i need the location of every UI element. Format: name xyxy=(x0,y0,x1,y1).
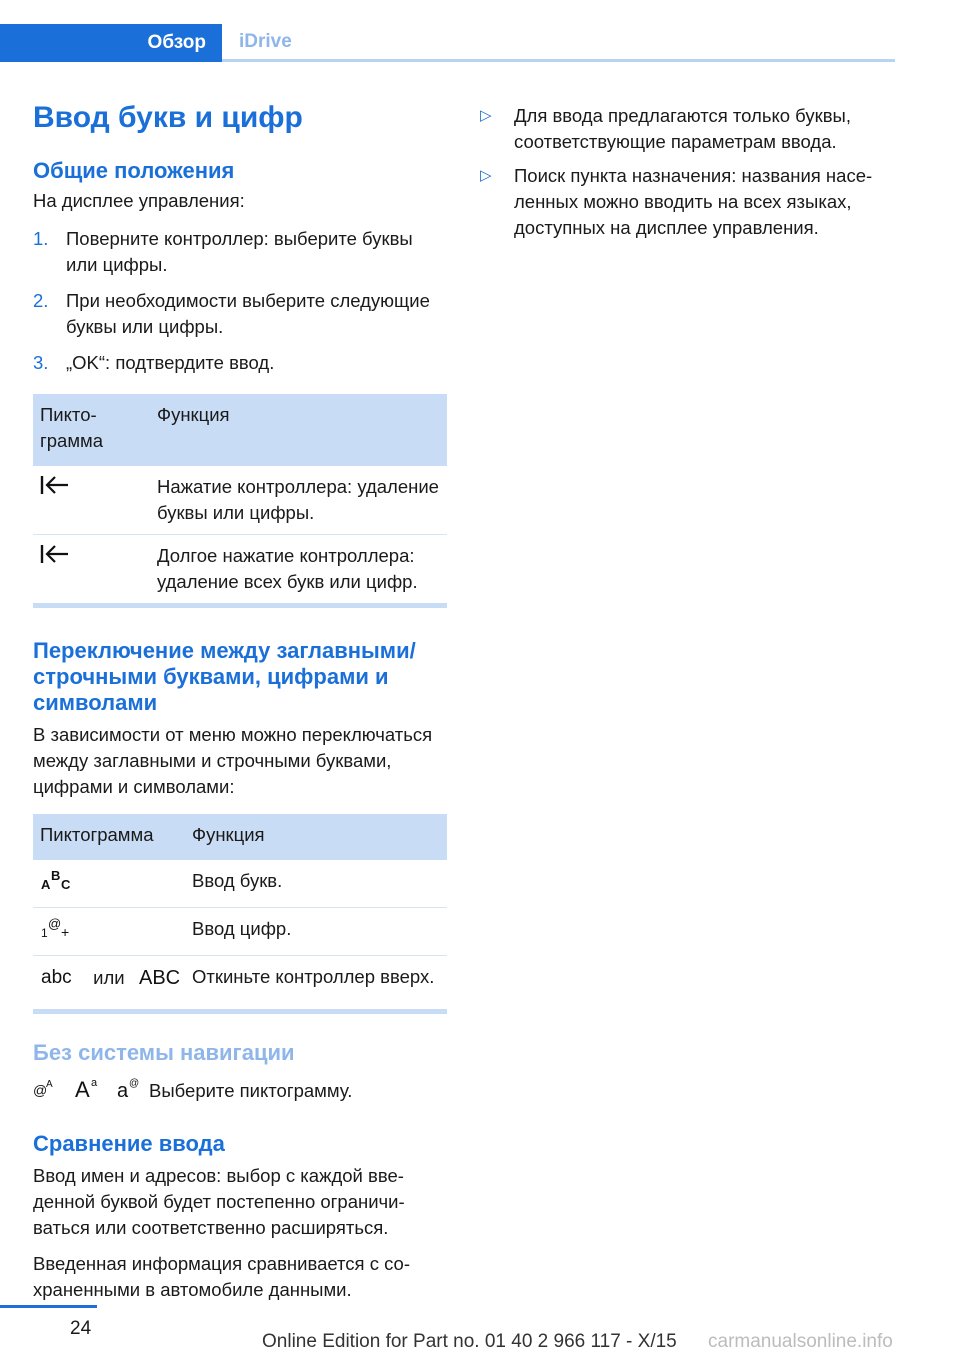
compare-text-2: Введенная информация сравнивается с сохраненными в автомобиле данными. xyxy=(33,1253,411,1300)
lowercase-abc-icon xyxy=(40,964,80,995)
svg-text:A: A xyxy=(46,1079,53,1090)
table-divider xyxy=(33,1009,447,1014)
edition-text: Online Edition for Part no. 01 40 2 966 117 - X/15 xyxy=(262,1331,677,1352)
tab-overview[interactable] xyxy=(0,24,222,62)
svg-text:a: a xyxy=(117,1080,129,1100)
steps-list xyxy=(33,226,447,376)
table-header-cell: Пиктограмма xyxy=(33,814,185,860)
list-item: 2. При необходимости выберите следующие буквы или цифры. xyxy=(33,290,430,337)
backspace-arrow-icon xyxy=(40,474,70,503)
list-item: 1. Поверните контроллер: выберите буквы или цифры. xyxy=(33,228,413,275)
page-number: 24 xyxy=(70,1318,92,1339)
tab-idrive[interactable] xyxy=(222,24,895,62)
abc-letters-icon xyxy=(40,868,74,899)
svg-text:abc: abc xyxy=(41,967,72,988)
left-column xyxy=(33,98,447,1303)
table-row: Долгое нажатие контроллера: удаление всех букв или цифр. xyxy=(33,535,447,604)
at-uppercase-icon xyxy=(33,1077,59,1104)
table-header-cell: Функция xyxy=(150,394,447,466)
list-item: 3. „OK“: подтвердите ввод. xyxy=(33,352,275,373)
section-general-heading: Общие положения xyxy=(33,158,235,183)
switching-text: В зависимости от меню можно переключаться между заглавными и строчными буквами, цифрами и символами: xyxy=(33,724,433,797)
table-header-cell: Функция xyxy=(185,814,447,860)
uppercase-lowercase-icon xyxy=(75,1076,105,1105)
table-switching-functions xyxy=(33,814,447,1003)
svg-text:1: 1 xyxy=(41,926,48,940)
table-header-cell: Пиктограмма xyxy=(33,394,150,466)
svg-text:@: @ xyxy=(33,1082,48,1098)
uppercase-abc-icon xyxy=(138,964,184,995)
table-row: abc или ABC Откиньте контроллер вверх. xyxy=(33,956,447,1004)
section-compare-heading: Сравнение ввода xyxy=(33,1131,225,1156)
tab-overview-label: Обзор xyxy=(147,32,206,53)
svg-text:A: A xyxy=(41,877,51,892)
svg-text:@: @ xyxy=(48,916,62,931)
list-item: ▷ Для ввода предлагаются только буквы, соответствующие параметрам ввода. xyxy=(480,105,851,152)
lowercase-at-icon xyxy=(117,1076,145,1105)
svg-text:B: B xyxy=(51,868,61,883)
nonav-text: Выберите пиктограмму. xyxy=(149,1079,353,1101)
table-divider xyxy=(33,603,447,608)
svg-text:a: a xyxy=(91,1077,98,1089)
general-intro: На дисплее управления: xyxy=(33,190,245,211)
table-row: Нажатие контроллера: удаление буквы или цифры. xyxy=(33,466,447,535)
page-title: Ввод букв и цифр xyxy=(33,101,303,134)
svg-text:ABC: ABC xyxy=(138,967,180,988)
tab-idrive-label: iDrive xyxy=(239,30,292,52)
right-column xyxy=(480,103,900,249)
watermark: carmanualsonline.info xyxy=(708,1331,893,1352)
table-row: A B C Ввод букв. xyxy=(33,860,447,908)
svg-text:A: A xyxy=(75,1077,90,1100)
nonav-row xyxy=(33,1076,447,1105)
digits-symbols-icon xyxy=(40,916,74,947)
triangle-bullet-icon: ▷ xyxy=(480,107,492,124)
table-delete-functions xyxy=(33,394,447,603)
backspace-arrow-icon xyxy=(40,543,70,572)
svg-text:+: + xyxy=(61,924,70,940)
triangle-bullet-icon: ▷ xyxy=(480,167,492,184)
section-nonav-heading: Без системы навигации xyxy=(33,1040,295,1065)
bullet-list xyxy=(480,103,900,241)
svg-text:C: C xyxy=(61,877,71,892)
footer-accent-line xyxy=(0,1305,97,1308)
compare-text-1: Ввод имен и адресов: выбор с каждой введенной буквой будет постепенно ограничиваться или соответственно расширяться. xyxy=(33,1165,405,1238)
section-switching-heading: Переключение между заглавными/ строчными буквами, цифрами и символами xyxy=(33,638,416,715)
svg-text:@: @ xyxy=(129,1078,140,1089)
chapter-header xyxy=(0,24,895,62)
list-item: ▷ Поиск пункта назначения: названия населенных можно вводить на всех языках, доступных на дисплее управления. xyxy=(480,165,873,238)
table-row: 1 @ + Ввод цифр. xyxy=(33,908,447,956)
